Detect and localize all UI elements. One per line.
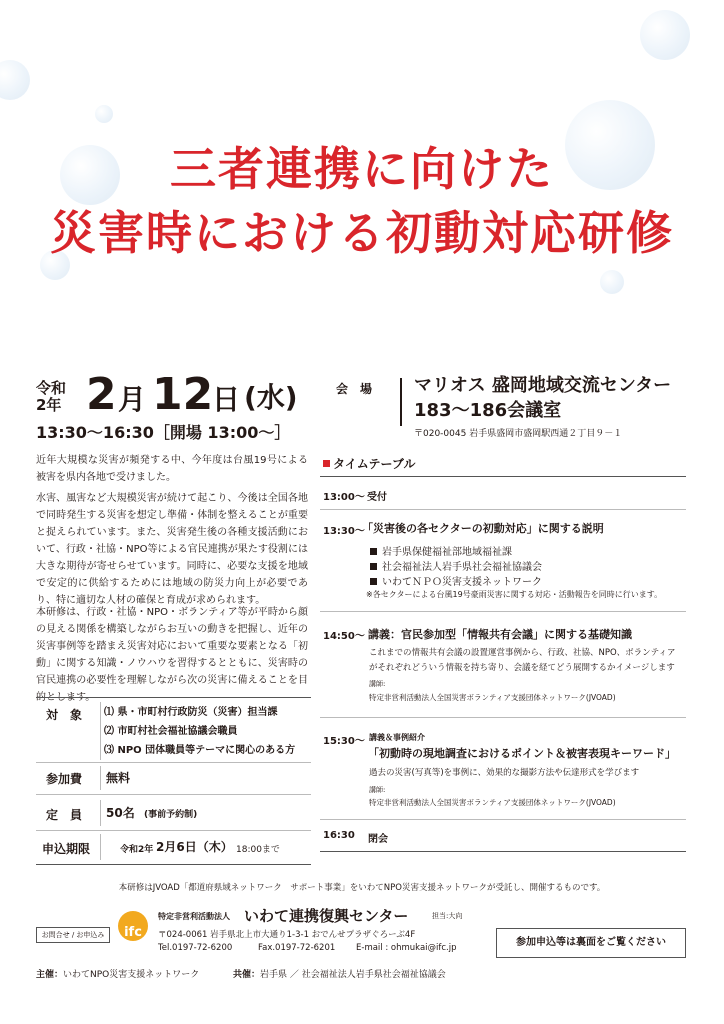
organizer-label: 主催：	[36, 970, 64, 980]
title-line-1: 三者連携に向けた	[170, 142, 554, 196]
tt-row-sep	[320, 717, 686, 718]
deadline-time: 18:00まで	[236, 845, 280, 855]
organizer-name: いわてNPO災害支援ネットワーク	[63, 970, 200, 980]
venue-label: 会 場	[336, 382, 373, 396]
capacity-note: (事前予約制)	[144, 810, 198, 820]
date-weekday: (水)	[244, 381, 298, 414]
date-era-line1: 令和	[36, 379, 67, 397]
fee-value: 無料	[106, 771, 131, 785]
tt2-title: 「災害後の各セクターの初動対応」に関する説明	[362, 522, 604, 535]
tt4-title-pre: 講義＆事例紹介	[369, 733, 425, 742]
decor-bubble	[0, 60, 30, 100]
contact-tag: お問合せ / お申込み	[36, 927, 110, 943]
decor-bubble	[600, 270, 624, 294]
org-email: E-mail : ohmukai@ifc.jp	[356, 943, 457, 953]
timetable-heading: タイムテーブル	[333, 457, 416, 471]
capacity-divider	[100, 800, 101, 826]
tt2-time: 13:30〜	[323, 526, 365, 537]
venue-divider	[400, 378, 402, 426]
date-month-unit: 月	[118, 383, 147, 416]
org-prefix: 特定非営利活動法人	[158, 912, 230, 921]
intro-paragraph-3: 本研修は、行政・社協・NPO・ボランティア等が平時から顔の見える関係を構築しながらお互いの動きを把握し、近年の災害事例等を踏まえ災害対応において重要な要素となる「初動」に関する知識・ノウハウを習得するとともに、災害時の官民連携の必要性を理解しながら次の災害に備えることを目	[36, 607, 308, 686]
deadline-date: 2月6日（木）	[156, 840, 233, 854]
tt2-note: ※各セクターによる台風19号豪雨災害に関する対応・活動報告を同時に行います。	[366, 590, 663, 599]
tt-row-sep	[320, 819, 686, 820]
deadline-divider	[100, 834, 101, 860]
details-row-sep	[36, 762, 311, 763]
details-top-rule	[36, 697, 311, 698]
organizer-line	[36, 967, 199, 980]
tt3-lecturer: 特定非営利活動法人全国災害ボランティア支援団体ネットワーク(JVOAD)	[369, 693, 616, 702]
tt1-time: 13:00〜	[323, 492, 365, 503]
tt2-item-2	[370, 558, 542, 573]
tt3-desc-2: がそれぞれどういう情報を持ち寄り、会議を経てどう展開するかイメージします	[369, 663, 675, 673]
tt2-item-text: いわてＮＰＯ災害支援ネットワーク	[382, 577, 542, 588]
fee-divider	[100, 766, 101, 790]
logo-text: ifc	[124, 925, 142, 940]
org-contact-person: 担当:大向	[432, 912, 463, 920]
venue-room: 183〜186会議室	[414, 400, 562, 421]
tt2-item-text: 社会福祉法人岩手県社会福祉協議会	[382, 562, 542, 573]
org-address: 〒024-0061 岩手県北上市大通り1-3-1 おでんせプラザぐろーぶ4F	[158, 930, 416, 940]
target-item-1: ⑴ 県・市町村行政防災（災害）担当課	[104, 707, 278, 718]
tt3-desc-1: これまでの情報共有会議の設置運営事例から、行政、社協、NPO、ボランティア	[369, 648, 676, 658]
target-divider	[100, 702, 101, 760]
decor-bubble	[640, 10, 690, 60]
deadline-label: 申込期限	[42, 842, 91, 856]
fee-label: 参加費	[46, 772, 83, 786]
details-row-sep	[36, 794, 311, 795]
footer-note: 本研修はJVOAD「都道府県域ネットワーク サポート事業」をいわてNPO災害支援ネットワークが受託し、開催するものです。	[118, 883, 606, 893]
intro-paragraph-1: 近年大規模な災害が頻発する中、今年度は台風19号による被害を県内各地で受けました。	[36, 455, 308, 483]
tt4-lecturer: 特定非営利活動法人全国災害ボランティア支援団体ネットワーク(JVOAD)	[369, 798, 616, 807]
tt2-item-text: 岩手県保健福祉部地域福祉課	[382, 547, 512, 558]
tt-row-sep	[320, 509, 686, 510]
details-row-sep	[36, 830, 311, 831]
tt4-lecturer-label: 講師:	[369, 786, 386, 794]
cosponsor-label: 共催：	[233, 970, 261, 980]
org-fax: Fax.0197-72-6201	[258, 943, 336, 953]
tt3-lecturer-label: 講師:	[369, 680, 386, 688]
tt5-title: 閉会	[368, 834, 388, 845]
tt3-time: 14:50〜	[323, 631, 365, 642]
timetable-bullet	[323, 460, 330, 467]
deadline-prefix: 令和2年	[120, 845, 154, 855]
square-bullet-icon	[370, 578, 377, 585]
cosponsor-line	[233, 967, 446, 980]
apply-notice-box: 参加申込等は裏面をご覧ください	[496, 928, 686, 958]
org-logo	[116, 911, 150, 951]
square-bullet-icon	[370, 563, 377, 570]
venue-name: マリオス 盛岡地域交流センター	[414, 375, 672, 396]
square-bullet-icon	[370, 548, 377, 555]
decor-bubble	[95, 105, 113, 123]
tt2-item-3	[370, 573, 542, 588]
timetable-bottom-rule	[320, 851, 686, 852]
venue-address: 〒020-0045 岩手県盛岡市盛岡駅西通２丁目９－１	[414, 429, 623, 439]
details-bottom-rule	[36, 864, 311, 865]
cosponsor-name: 岩手県 ／ 社会福祉法人岩手県社会福祉協議会	[260, 970, 446, 980]
tt5-time: 16:30	[323, 830, 355, 841]
contact-box	[36, 905, 476, 953]
capacity-label: 定 員	[46, 808, 83, 822]
target-label: 対 象	[46, 708, 83, 722]
tt2-item-1	[370, 543, 512, 558]
intro-paragraph-2: 水害、風害など大規模災害が続けて起こり、今後は全国各地で同時発生する災害を想定し準備・体制を整えることが重要と捉えられています。また、災害発生後の各種支援活動において、行政・社協・NPO等による官民連携が果たす役割には大きな期待が寄せらせています。同時に、必要な支援を地域で安定的に供給するためには地域の防災力向上が必要であり、特に適切な人材の確保と育成が求められます。	[36, 493, 308, 606]
target-item-2: ⑵ 市町村社会福祉協議会職員	[104, 726, 238, 737]
target-item-3: ⑶ NPO 団体職員等テーマに関心のある方	[104, 745, 296, 756]
tt-row-sep	[320, 611, 686, 612]
timetable-top-rule	[320, 476, 686, 477]
date-day: 12	[152, 369, 214, 420]
tt4-title: 「初動時の現地調査におけるポイント＆被害表現キーワード」	[368, 747, 676, 760]
tt4-desc: 過去の災害(写真等)を事例に、効果的な撮影方法や伝達形式を学びます	[369, 768, 640, 778]
tt4-time: 15:30〜	[323, 736, 365, 747]
tt3-title: 講義：官民参加型「情報共有会議」に関する基礎知識	[368, 628, 632, 641]
date-time: 13:30〜16:30［開場 13:00〜］	[36, 423, 291, 442]
org-name: いわて連携復興センター	[244, 907, 409, 925]
date-month: 2	[86, 369, 117, 420]
tt1-title: 受付	[367, 492, 387, 503]
date-day-unit: 日	[212, 383, 241, 416]
title-line-2: 災害時における初動対応研修	[50, 206, 674, 260]
org-tel: Tel.0197-72-6200	[158, 943, 233, 953]
date-era-line2: 2年	[36, 396, 62, 414]
capacity-value: 50名	[106, 806, 135, 820]
